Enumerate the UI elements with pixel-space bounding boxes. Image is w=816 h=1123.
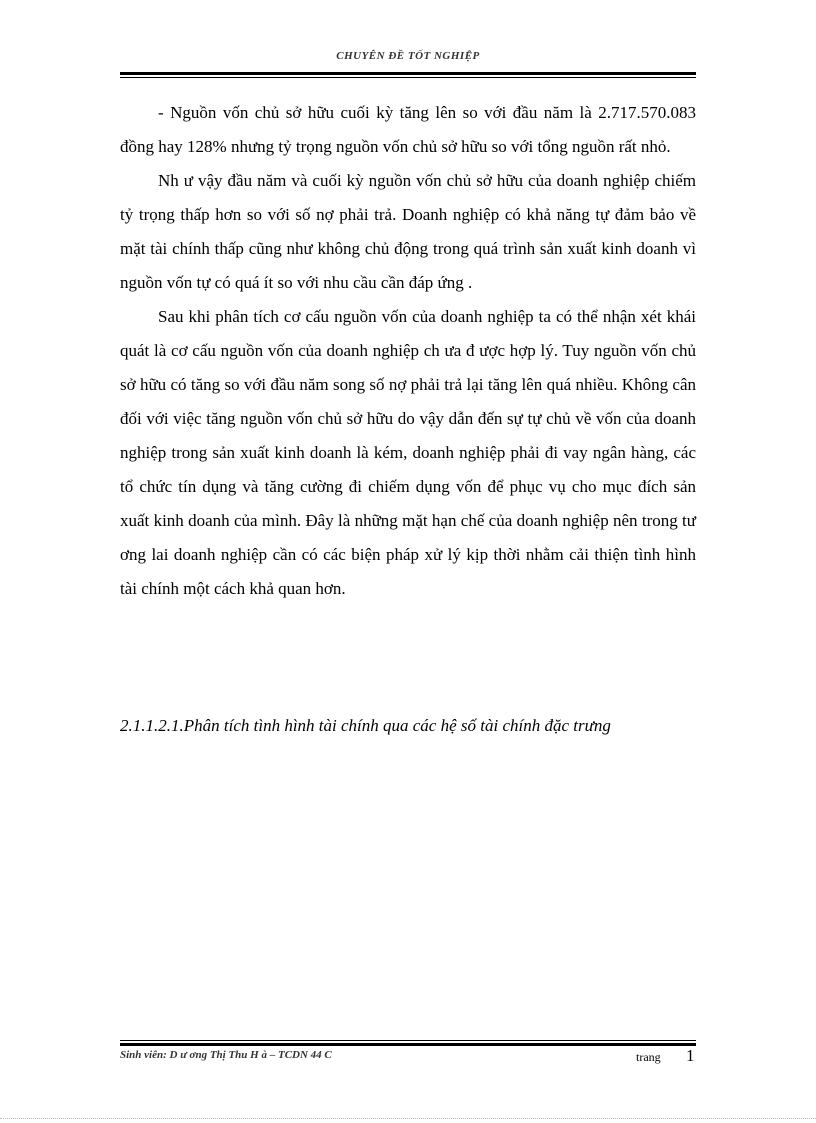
section-heading: 2.1.1.2.1.Phân tích tình hình tài chính qua các hệ số tài chính đặc trưng (120, 716, 611, 735)
paragraph-1: - Nguồn vốn chủ sở hữu cuối kỳ tăng lên so với đầu năm là 2.717.570.083 đồng hay 128% nhưng tỷ trọng nguồn vốn chủ sở hữu so với tổng nguồn rất nhỏ. (120, 103, 696, 156)
footer-student-info: Sinh viên: D ư ơng Thị Thu H à – TCDN 44 C (120, 1049, 332, 1061)
footer-page-label: trang (636, 1050, 661, 1064)
footer-page-number: 1 (686, 1046, 695, 1065)
body-text (120, 96, 696, 606)
page-bottom-divider (0, 1118, 816, 1119)
paragraph-3: Sau khi phân tích cơ cấu nguồn vốn của doanh nghiệp ta có thể nhận xét khái quát là cơ cấu nguồn vốn của doanh nghiệp ch ưa đ ược hợp lý. Tuy nguồn vốn chủ sở hữu có tăng so với đầu năm song số nợ phải trả lại tăng lên quá nhiều. Không cân đối với việc tăng nguồn vốn chủ sở hữu do vậy dẫn đến sự tự chủ về vốn của doanh nghiệp trong sản xuất kinh doanh là kém, doanh nghiệp phải đi vay ngân hàng, các tổ chức tín dụng và tăng cường đi chiếm dụng vốn để phục vụ cho mục đích sản xuất kinh doanh của mình. Đây là những mặt hạn chế của doanh nghiệp nên trong tư ơng lai doanh nghiệp cần có các biện pháp xử lý kịp thời nhằm cải thiện tình hình tài chính một cách khả quan hơn. (120, 307, 696, 598)
page-header-title: CHUYÊN ĐỀ TỐT NGHIỆP (336, 50, 480, 62)
paragraph-2: Nh ư vậy đầu năm và cuối kỳ nguồn vốn chủ sở hữu của doanh nghiệp chiếm tỷ trọng thấp hơn so với số nợ phải trả. Doanh nghiệp có khả năng tự đảm bảo về mặt tài chính thấp cũng như không chủ động trong quá trình sản xuất kinh doanh vì nguồn vốn tự có quá ít so với nhu cầu cần đáp ứng . (120, 171, 696, 292)
